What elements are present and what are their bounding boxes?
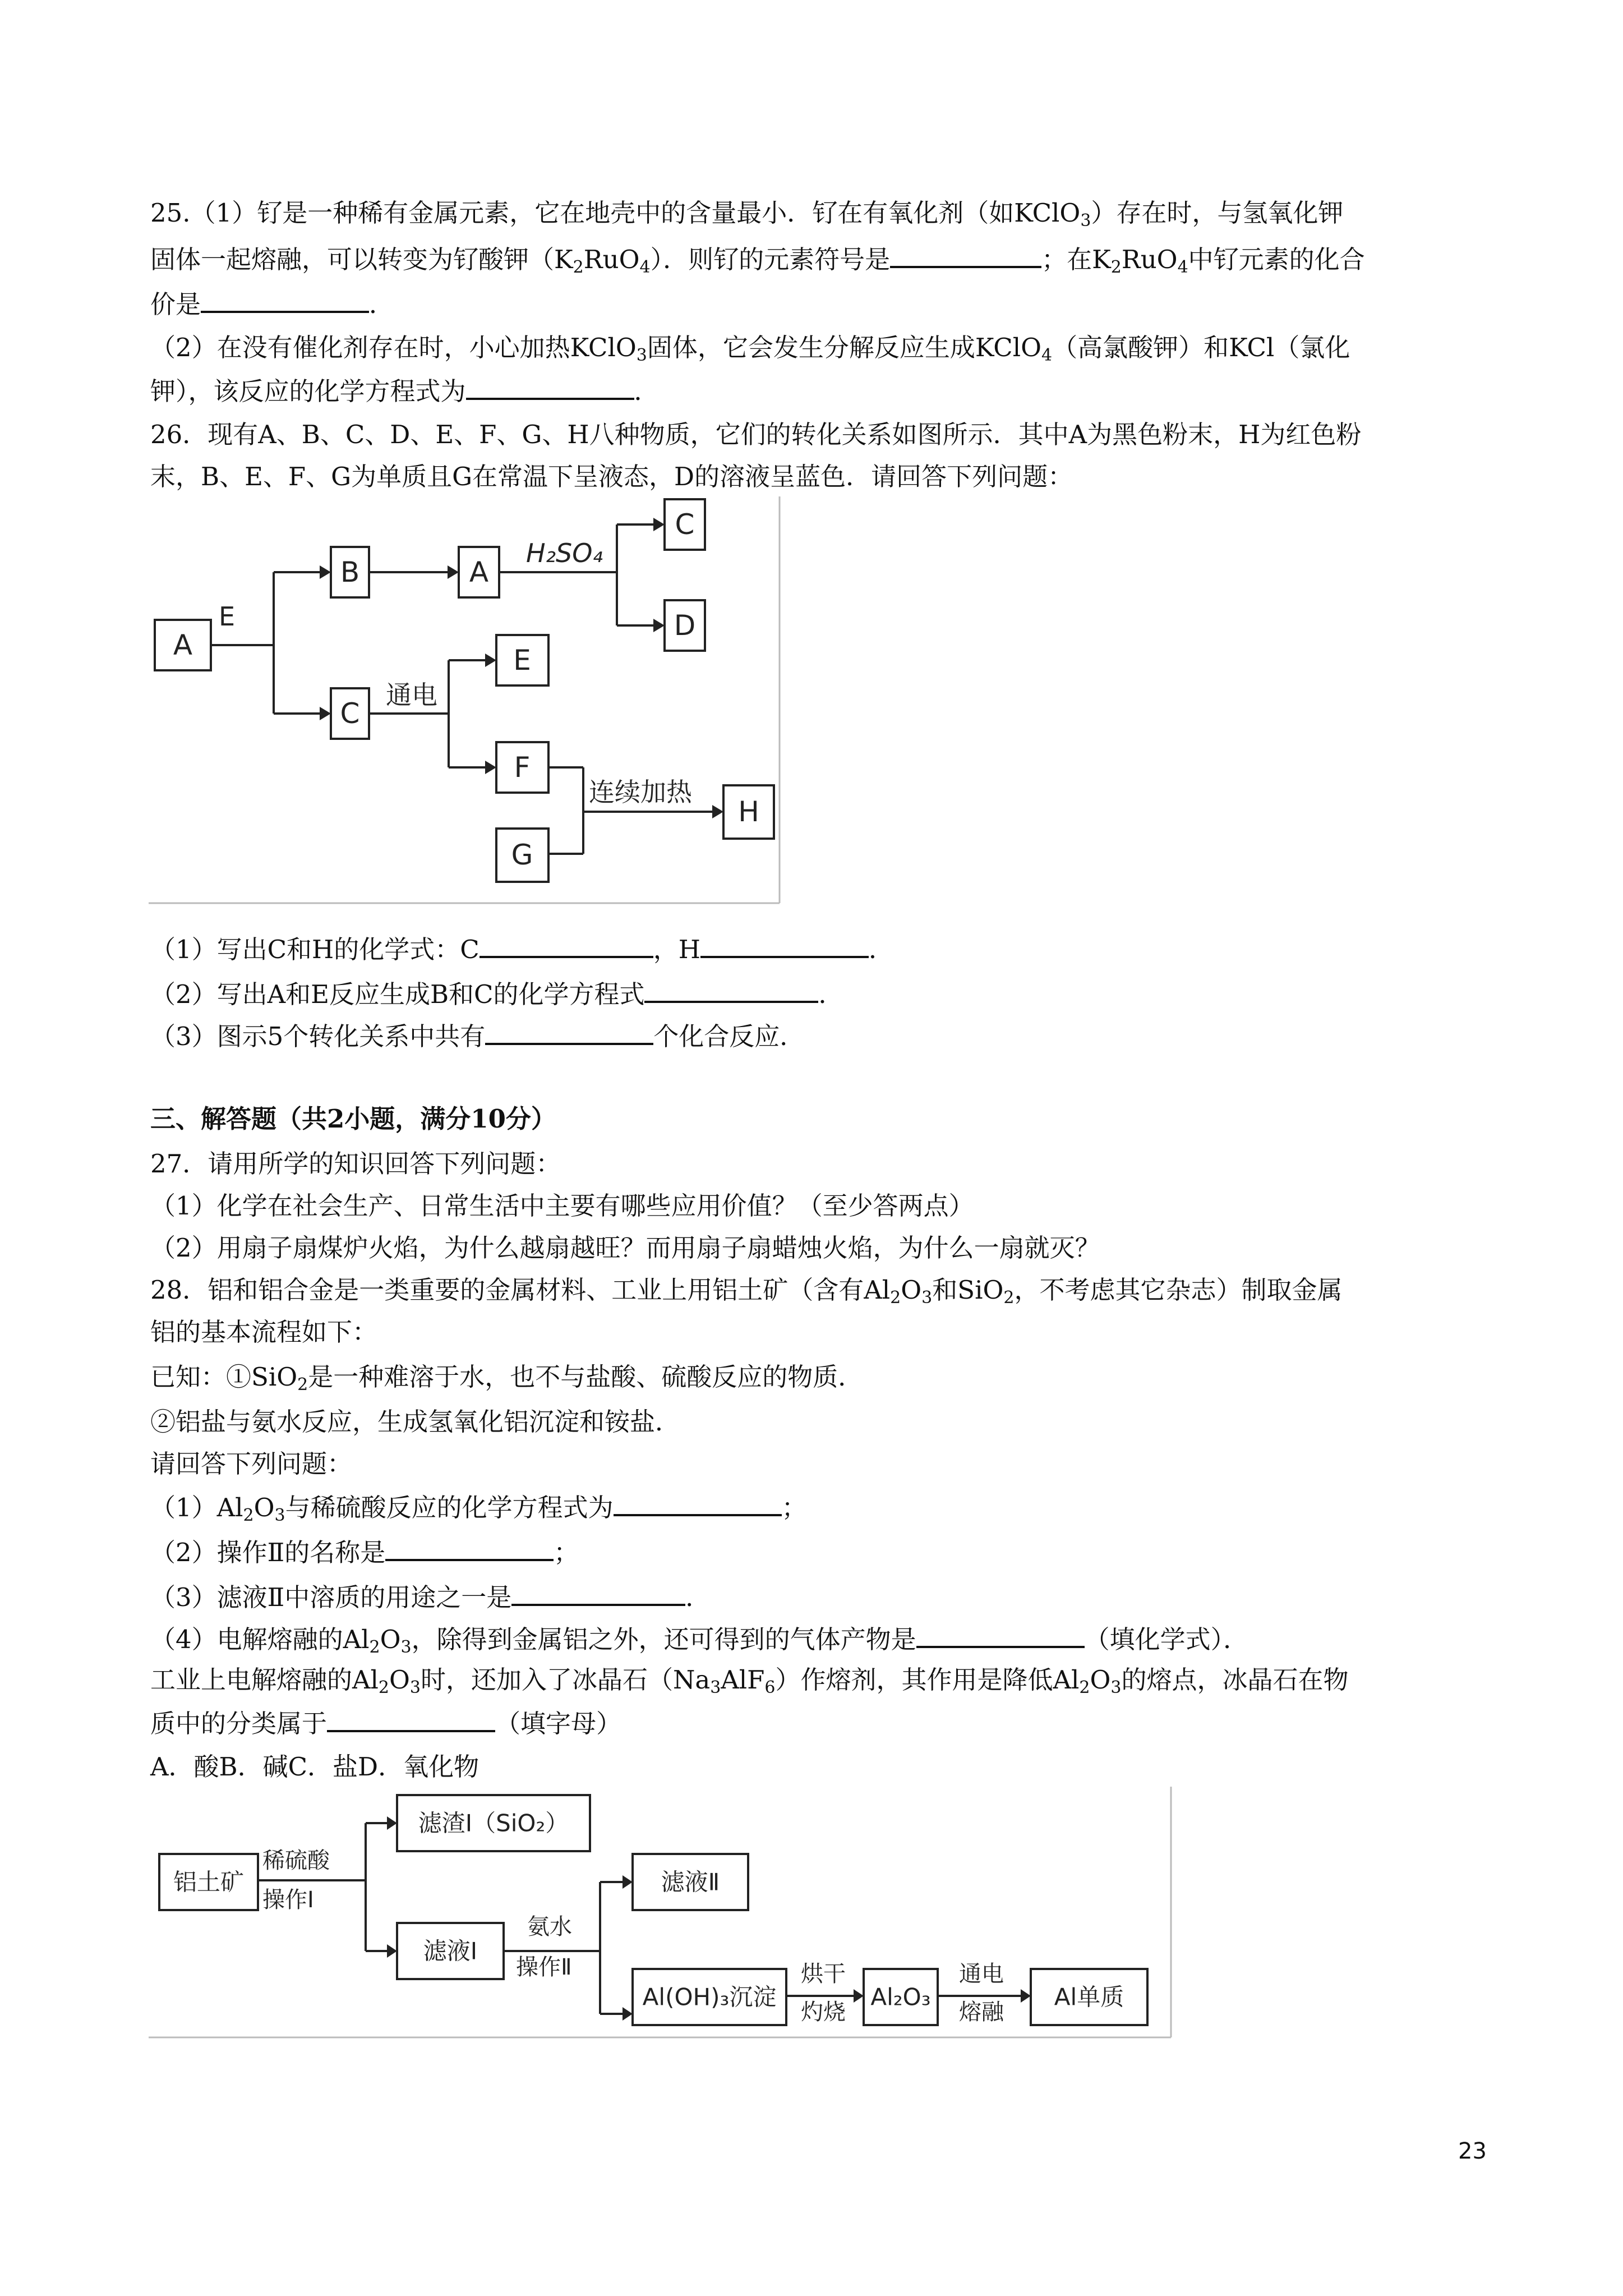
flow-label-op1: 操作Ⅰ (262, 1887, 314, 1913)
flow-label-melt: 熔融 (959, 1999, 1004, 2025)
q27-line3: （2）用扇子扇煤炉火焰，为什么越扇越旺？而用扇子扇蜡烛火焰，为什么一扇就灭？ (150, 1233, 1100, 1263)
q25-line4: （2）在没有催化剂存在时，小心加热KClO$_3$固体，它会发生分解反应生成KClO$_4$（高氯酸钾）和KCl（氯化 (150, 333, 1350, 365)
q28-line4: ②铝盐与氨水反应，生成氢氧化铝沉淀和铵盐． (150, 1407, 681, 1437)
answer-blank[interactable] (385, 1534, 554, 1561)
node-G-label: G (511, 839, 533, 871)
flow-label-op2: 操作Ⅱ (516, 1954, 572, 1980)
q28-line5: 请回答下列问题： (150, 1449, 353, 1479)
edge-label-E: E (219, 601, 236, 632)
flow-bauxite: 铝土矿 (173, 1868, 245, 1896)
q25-line5: 钾），该反应的化学方程式为 ． (150, 373, 660, 408)
answer-blank[interactable] (644, 976, 818, 1003)
node-E-label: E (513, 644, 531, 677)
q27-line1: 27．请用所学的知识回答下列问题： (150, 1149, 561, 1179)
node-F-label: F (514, 751, 531, 784)
q25-line3: 价是 ． (150, 286, 394, 321)
flow-label-ammonia: 氨水 (527, 1914, 572, 1940)
answer-blank[interactable] (511, 1579, 685, 1606)
node-A2-label: A (469, 556, 489, 588)
answer-blank-C[interactable] (479, 931, 653, 958)
node-C-label: C (340, 697, 360, 730)
q25-line2: 固体一起熔融，可以转变为钌酸钾$(K_2RuO_4)$．则钌的元素符号是 ；在$K_2RuO_4$中钌元素的化合 (150, 241, 1365, 277)
node-H-label: H (738, 795, 759, 828)
q28-sub1: $(1)Al_2O_3$与稀硫酸反应的化学方程式为 ； (150, 1489, 807, 1525)
q26-sub3: （3）图示5个转化关系中共有 个化合反应． (150, 1018, 805, 1053)
flow-al: Al单质 (1054, 1983, 1124, 2011)
q26-sub1: （1）写出C和H的化学式：C ，H ． (150, 931, 894, 967)
q27-line2: （1）化学在社会生产、日常生活中主要有哪些应用价值？（至少答两点） (150, 1191, 974, 1221)
q28-sub3: （3）滤液Ⅱ中溶质的用途之一是 ． (150, 1579, 711, 1614)
q26-line2: 末，B、E、F、G为单质且G在常温下呈液态，D的溶液呈蓝色．请回答下列问题： (150, 462, 1073, 491)
answer-blank-H[interactable] (700, 931, 869, 958)
answer-blank[interactable] (485, 1018, 653, 1045)
node-D-label: D (674, 609, 696, 642)
answer-blank[interactable] (916, 1621, 1085, 1648)
edge-label-h2so4: H₂SO₄ (526, 538, 603, 568)
flow-label-burn: 灼烧 (801, 1999, 846, 2025)
node-C-top-label: C (675, 508, 695, 541)
answer-blank[interactable] (890, 241, 1041, 268)
flow-filtrate2: 滤液Ⅱ (661, 1868, 720, 1896)
flow-precipitate: Al(OH)₃沉淀 (642, 1983, 777, 2011)
q28-line2: 铝的基本流程如下： (150, 1317, 378, 1347)
q28-sub4: （4）电解熔融的$Al_2O_3$，除得到金属铝之外，还可得到的气体产物是 （填化学式）． (150, 1621, 1248, 1657)
flow-label-acid: 稀硫酸 (262, 1848, 330, 1874)
flow-residue1: 滤渣Ⅰ（SiO₂） (418, 1809, 569, 1837)
q26-line1: 26．现有A、B、C、D、E、F、G、H八种物质，它们的转化关系如图所示．其中A为黑色粉末，H为红色粉 (150, 420, 1362, 449)
edge-label-lianxu: 连续加热 (589, 777, 692, 807)
edge-label-tongdian: 通电 (386, 680, 437, 710)
answer-blank[interactable] (466, 373, 634, 400)
flow-label-elec: 通电 (959, 1961, 1004, 1987)
q28-flow-diagram (146, 1784, 1178, 2042)
section-heading: 三、解答题（共2小题，满分10分） (150, 1104, 556, 1134)
q28-sub2: （2）操作Ⅱ的名称是 ； (150, 1534, 579, 1570)
answer-blank[interactable] (201, 286, 369, 313)
q25-line1: 25.（1）钌是一种稀有金属元素，它在地壳中的含量最小．钌在有氧化剂（如KClO$_3$）存在时，与氢氧化钾 (150, 198, 1344, 231)
answer-blank[interactable] (614, 1489, 782, 1516)
flow-filtrate1: 滤液Ⅰ (423, 1937, 478, 1965)
flow-al2o3: Al₂O₃ (870, 1983, 931, 2011)
node-A-label: A (173, 629, 193, 661)
q28-line1: 28．铝和铝合金是一类重要的金属材料、工业上用铝土矿（含有$Al_2O_3$和SiO$_2$，不考虑其它杂志）制取金属 (150, 1275, 1343, 1308)
q28-line6: 工业上电解熔融的$Al_2O_3$时，还加入了冰晶石$(Na_3AlF_6)$作熔剂，其作用是降低$Al_2O_3$的熔点，冰晶石在物 (150, 1665, 1349, 1697)
flow-label-dry: 烘干 (801, 1961, 846, 1987)
q28-line3: 已知：①SiO$_2$是一种难溶于水，也不与盐酸、硫酸反应的物质． (150, 1362, 864, 1395)
q26-sub2: （2）写出A和E反应生成B和C的化学方程式 ． (150, 976, 844, 1011)
q28-line7: 质中的分类属于 （填字母） (150, 1705, 621, 1741)
answer-blank[interactable] (327, 1705, 495, 1732)
node-B-label: B (340, 556, 360, 588)
q26-diagram (146, 494, 785, 909)
page-number: 23 (1458, 2138, 1487, 2164)
q28-options: A．酸B．碱C．盐D．氧化物 (150, 1752, 479, 1782)
